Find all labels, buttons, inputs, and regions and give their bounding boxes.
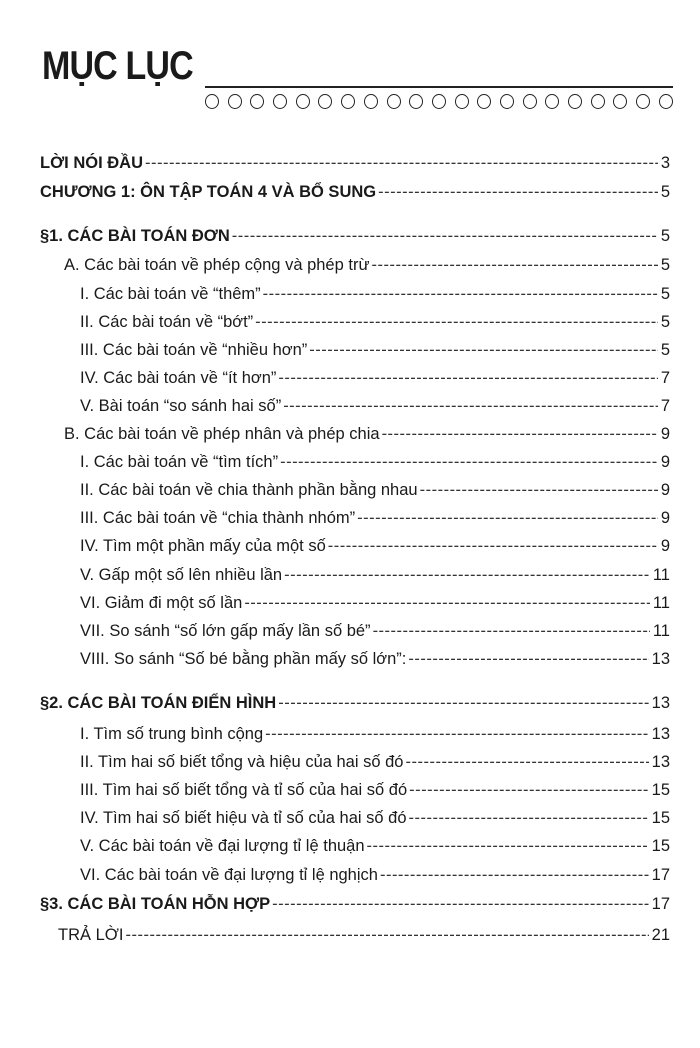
toc-entry[interactable] [80, 537, 670, 559]
toc-entry-title: VI. Giảm đi một số lần [80, 594, 243, 612]
dot-leader [382, 425, 658, 444]
toc-entry[interactable] [80, 285, 670, 307]
circle-ornament [409, 94, 423, 109]
toc-entry-page: 9 [660, 425, 670, 443]
circle-ornament [364, 94, 378, 109]
toc-entry[interactable] [80, 781, 670, 803]
dot-leader [263, 285, 658, 304]
dot-leader [232, 227, 658, 246]
toc-entry[interactable] [80, 481, 670, 503]
circle-ornament [228, 94, 242, 109]
circle-ornament [387, 94, 401, 109]
toc-entry-page: 5 [660, 227, 670, 245]
toc-entry-page: 13 [651, 650, 670, 668]
toc-entry-title: B. Các bài toán về phép nhân và phép chia [64, 425, 380, 443]
toc-entry-page: 5 [660, 285, 670, 303]
toc-entry-page: 13 [651, 725, 670, 743]
toc-entry-page: 7 [660, 369, 670, 387]
toc-entry-page: 17 [651, 895, 670, 913]
circle-ornament [613, 94, 627, 109]
dot-leader [405, 753, 648, 772]
toc-entry[interactable] [40, 694, 670, 716]
circle-ornament [591, 94, 605, 109]
toc-entry-title: §3. CÁC BÀI TOÁN HỖN HỢP [40, 895, 271, 913]
toc-entry-page: 9 [660, 537, 670, 555]
toc-entry[interactable] [80, 809, 670, 831]
dot-leader [380, 866, 649, 885]
toc-entry[interactable] [64, 425, 670, 447]
toc-entry[interactable] [80, 622, 670, 644]
toc-entry-page: 15 [651, 781, 670, 799]
toc-entry-title: §2. CÁC BÀI TOÁN ĐIỂN HÌNH [40, 694, 277, 712]
toc-entry-page: 11 [652, 566, 670, 584]
toc-entry-title: IV. Tìm một phần mấy của một số [80, 537, 326, 555]
circle-ornament [341, 94, 355, 109]
circle-ornament [296, 94, 310, 109]
dot-leader [372, 256, 658, 275]
toc-entry-page: 5 [660, 313, 670, 331]
page-title: MỤC LỤC [42, 44, 193, 88]
toc-entry-title: A. Các bài toán về phép cộng và phép trừ [64, 256, 370, 274]
toc-entry-title: III. Các bài toán về “nhiều hơn” [80, 341, 308, 359]
toc-entry-title: I. Tìm số trung bình cộng [80, 725, 264, 743]
toc-entry[interactable] [58, 926, 670, 948]
toc-entry-title: III. Các bài toán về “chia thành nhóm” [80, 509, 356, 527]
toc-entry-title: V. Bài toán “so sánh hai số” [80, 397, 282, 415]
toc-entry-page: 5 [660, 341, 670, 359]
toc-entry-title: I. Các bài toán về “tìm tích” [80, 453, 279, 471]
toc-entry-title: LỜI NÓI ĐẦU [40, 154, 143, 172]
toc-entry-title: III. Tìm hai số biết tổng và tỉ số của hai số đó [80, 781, 408, 799]
toc-entry-page: 9 [660, 453, 670, 471]
toc-entry-title: §1. CÁC BÀI TOÁN ĐƠN [40, 227, 230, 245]
toc-entry-page: 5 [660, 183, 670, 201]
dot-leader [373, 622, 650, 641]
toc-entry[interactable] [80, 397, 670, 419]
circle-ornament [523, 94, 537, 109]
circle-ornament [659, 94, 673, 109]
dot-leader [280, 453, 658, 472]
dot-leader [409, 781, 649, 800]
toc-entry[interactable] [40, 895, 670, 917]
dot-leader [283, 397, 658, 416]
toc-entry-title: VI. Các bài toán về đại lượng tỉ lệ nghịch [80, 866, 378, 884]
dot-leader [278, 369, 657, 388]
dot-leader [284, 566, 650, 585]
circle-ornament [273, 94, 287, 109]
toc-entry-page: 15 [651, 809, 670, 827]
dot-leader [278, 694, 648, 713]
dot-leader [265, 725, 649, 744]
dot-leader [409, 809, 649, 828]
circle-ornament [250, 94, 264, 109]
dot-leader [309, 341, 658, 360]
toc-entry-page: 5 [660, 256, 670, 274]
circle-ornament [205, 94, 219, 109]
dot-leader [328, 537, 658, 556]
toc-entry-page: 7 [660, 397, 670, 415]
toc-entry[interactable] [80, 566, 670, 588]
toc-entry-page: 3 [660, 154, 670, 172]
circle-ornament [455, 94, 469, 109]
toc-entry-page: 9 [660, 481, 670, 499]
toc-entry[interactable] [80, 753, 670, 775]
circle-ornament [318, 94, 332, 109]
toc-entry-page: 9 [660, 509, 670, 527]
toc-entry-title: II. Các bài toán về chia thành phần bằng nhau [80, 481, 418, 499]
toc-entry-page: 13 [651, 694, 670, 712]
toc-entry[interactable] [64, 256, 670, 278]
toc-entry-title: II. Các bài toán về “bớt” [80, 313, 254, 331]
dot-leader [408, 650, 648, 669]
toc-entry-page: 11 [652, 594, 670, 612]
toc-entry[interactable] [80, 453, 670, 475]
circle-ornament [477, 94, 491, 109]
dot-leader [367, 837, 649, 856]
dot-leader [357, 509, 658, 528]
title-rule [205, 86, 673, 88]
toc-entry[interactable] [80, 313, 670, 335]
toc-entry-title: IV. Các bài toán về “ít hơn” [80, 369, 277, 387]
toc-entry[interactable] [80, 341, 670, 363]
dot-leader [272, 895, 649, 914]
dot-leader [420, 481, 658, 500]
toc-entry-title: IV. Tìm hai số biết hiệu và tỉ số của hai số đó [80, 809, 407, 827]
toc-entry[interactable] [80, 509, 670, 531]
toc-entry-title: VIII. So sánh “Số bé bằng phần mấy số lớn”: [80, 650, 407, 668]
toc-entry[interactable] [80, 369, 670, 391]
toc-entry-title: V. Các bài toán về đại lượng tỉ lệ thuận [80, 837, 365, 855]
toc-entry-title: II. Tìm hai số biết tổng và hiệu của hai số đó [80, 753, 404, 771]
toc-entry[interactable] [80, 650, 670, 672]
toc-entry-page: 15 [651, 837, 670, 855]
toc-entry[interactable] [40, 183, 670, 205]
dot-leader [126, 926, 649, 945]
decorative-circles [205, 94, 673, 109]
toc-entry-page: 13 [651, 753, 670, 771]
circle-ornament [432, 94, 446, 109]
dot-leader [378, 183, 658, 202]
toc-entry[interactable] [80, 866, 670, 888]
toc-entry-title: TRẢ LỜI [58, 926, 124, 944]
toc-entry[interactable] [80, 837, 670, 859]
toc-entry-page: 17 [651, 866, 670, 884]
toc-entry-page: 21 [651, 926, 670, 944]
dot-leader [145, 154, 658, 173]
circle-ornament [545, 94, 559, 109]
toc-entry[interactable] [40, 227, 670, 249]
toc-entry-title: I. Các bài toán về “thêm” [80, 285, 261, 303]
toc-entry[interactable] [40, 154, 670, 176]
toc-entry-title: CHƯƠNG 1: ÔN TẬP TOÁN 4 VÀ BỔ SUNG [40, 183, 377, 201]
circle-ornament [500, 94, 514, 109]
toc-entry[interactable] [80, 594, 670, 616]
circle-ornament [568, 94, 582, 109]
dot-leader [255, 313, 658, 332]
toc-entry-title: VII. So sánh “số lớn gấp mấy lần số bé” [80, 622, 371, 640]
toc-entry[interactable] [80, 725, 670, 747]
circle-ornament [636, 94, 650, 109]
toc-entry-title: V. Gấp một số lên nhiều lần [80, 566, 283, 584]
dot-leader [244, 594, 650, 613]
toc-entry-page: 11 [652, 622, 670, 640]
